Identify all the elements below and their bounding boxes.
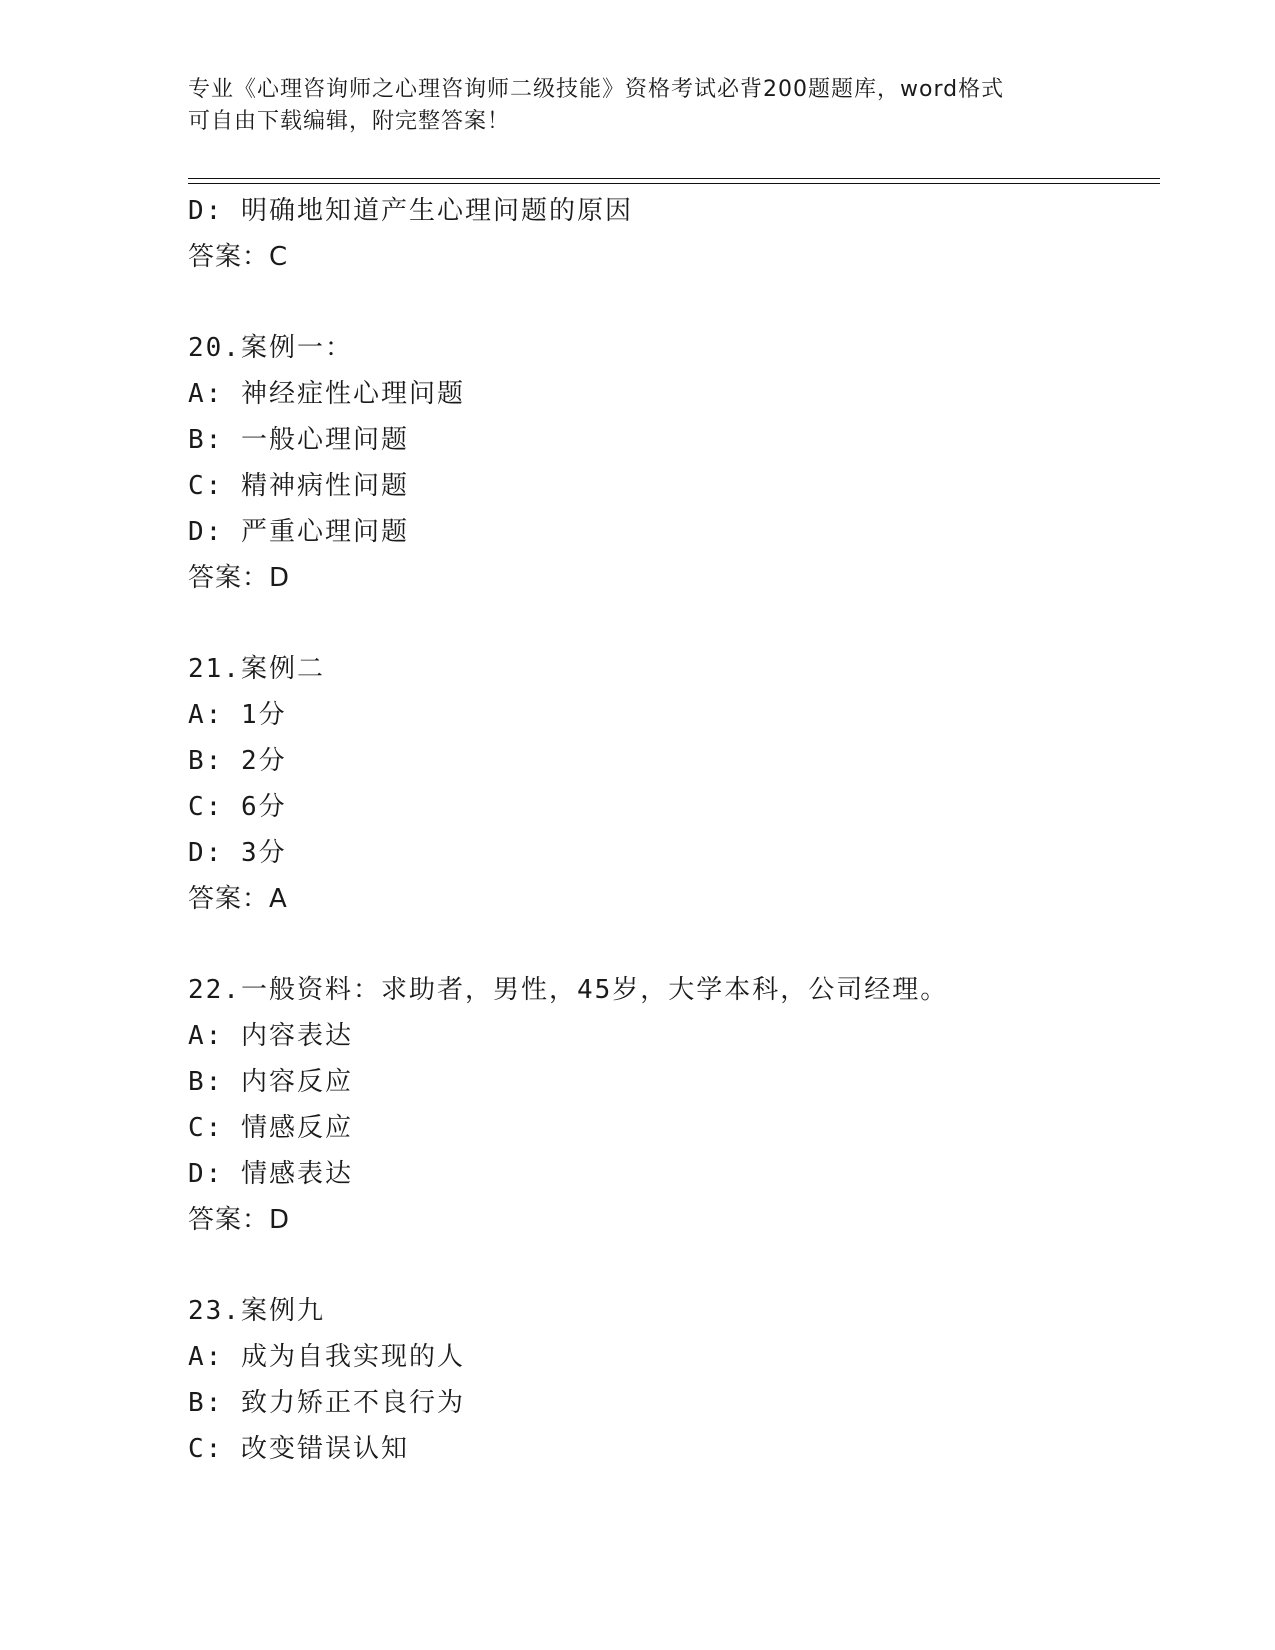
answer: 答案：D [188, 1205, 291, 1235]
previous-answer: 答案：C [188, 242, 289, 272]
question-23 [188, 1288, 1158, 1472]
option-c: C: 改变错误认知 [188, 1434, 409, 1464]
option-c: C: 精神病性问题 [188, 471, 409, 501]
header-divider-bottom [188, 183, 1160, 184]
question-21 [188, 646, 1158, 922]
option-b: B: 2分 [188, 746, 287, 776]
question-20 [188, 325, 1158, 601]
question-stem: 20.案例一： [188, 333, 353, 363]
question-22 [188, 967, 1158, 1243]
answer: 答案：A [188, 884, 288, 914]
option-c: C: 情感反应 [188, 1113, 353, 1143]
answer: 答案：D [188, 563, 291, 593]
option-d: D: 情感表达 [188, 1159, 353, 1189]
option-d: D: 3分 [188, 838, 287, 868]
option-c: C: 6分 [188, 792, 287, 822]
option-a: A: 1分 [188, 700, 287, 730]
option-a: A: 内容表达 [188, 1021, 353, 1051]
question-stem: 22.一般资料：求助者，男性，45岁，大学本科，公司经理。 [188, 975, 949, 1005]
option-b: B: 致力矫正不良行为 [188, 1388, 465, 1418]
option-d: D: 严重心理问题 [188, 517, 409, 547]
header-divider-top [188, 178, 1160, 179]
question-list [188, 188, 1158, 1472]
question-stem: 21.案例二 [188, 654, 325, 684]
option-a: A: 成为自我实现的人 [188, 1342, 465, 1372]
previous-option-d: D: 明确地知道产生心理问题的原因 [188, 196, 633, 226]
document-header [188, 74, 1088, 138]
option-b: B: 一般心理问题 [188, 425, 409, 455]
question-stem: 23.案例九 [188, 1296, 325, 1326]
option-b: B: 内容反应 [188, 1067, 353, 1097]
header-line-2: 可自由下载编辑，附完整答案！ [188, 109, 511, 134]
header-line-1: 专业《心理咨询师之心理咨询师二级技能》资格考试必背200题题库，word格式 [188, 77, 1005, 102]
option-a: A: 神经症性心理问题 [188, 379, 465, 409]
